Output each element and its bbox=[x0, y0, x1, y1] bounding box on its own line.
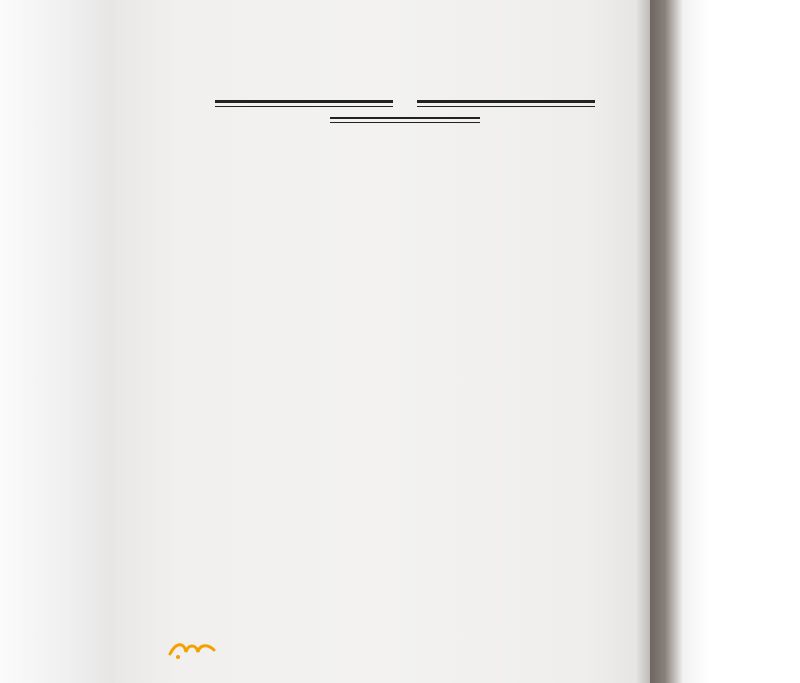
index-heading bbox=[215, 88, 595, 118]
right-page-margin bbox=[650, 0, 800, 683]
table-of-contents bbox=[210, 145, 590, 149]
left-page-margin bbox=[0, 0, 115, 683]
heading-underline bbox=[330, 117, 480, 123]
heading-rule-left bbox=[215, 100, 393, 107]
heading-rule-right bbox=[417, 100, 595, 107]
logo-swirl-icon bbox=[168, 640, 216, 662]
shop-logo bbox=[168, 640, 212, 662]
